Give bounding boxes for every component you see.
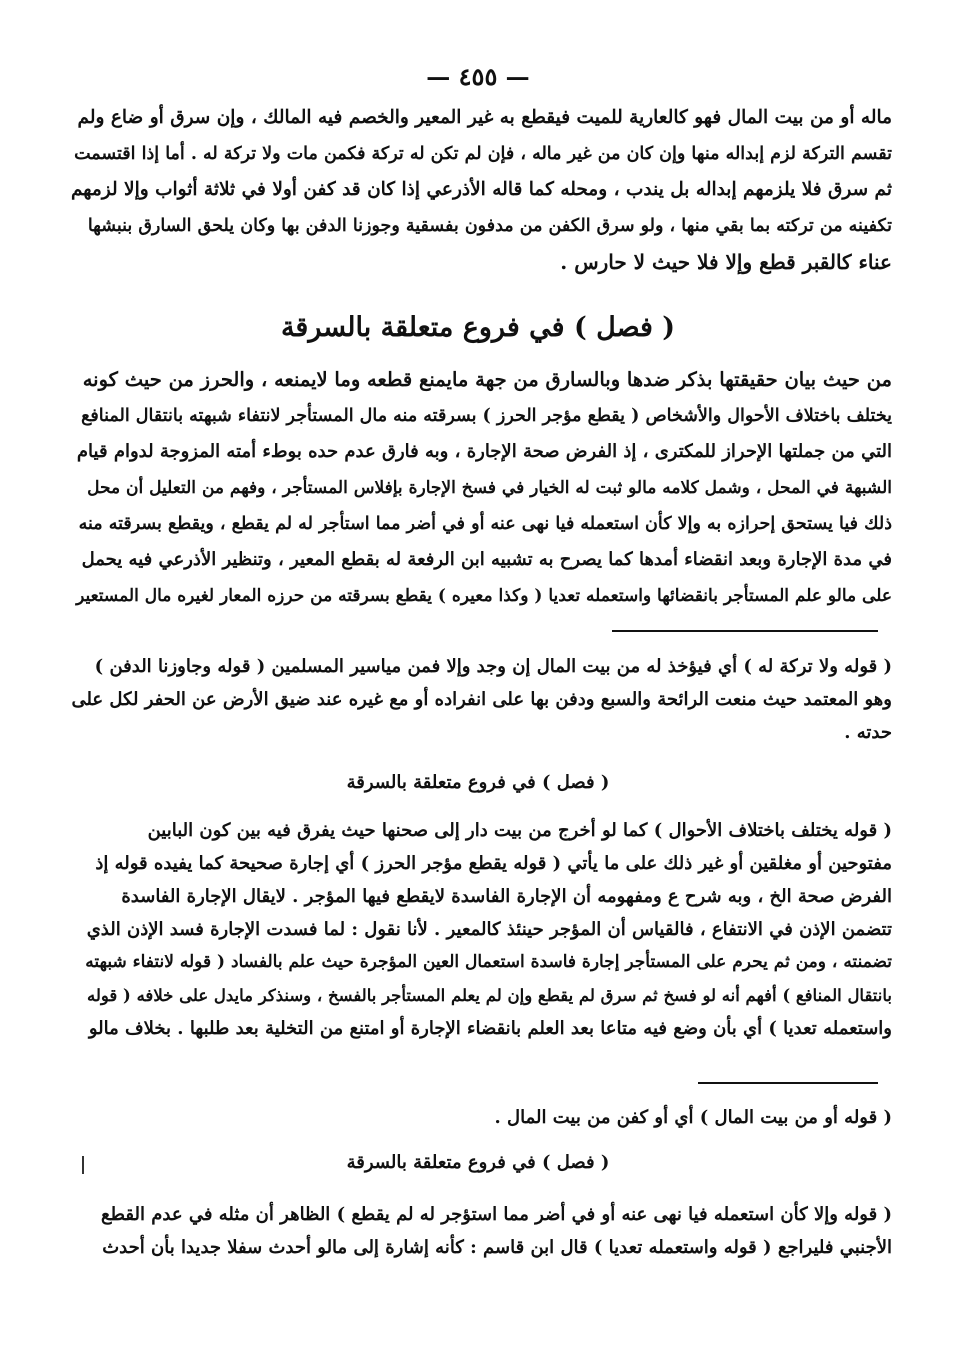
main-paragraph	[70, 362, 892, 614]
text-line: يختلف باختلاف الأحوال والأشخاص ( يقطع مؤجر الحرز ) بسرقته منه مال المستأجر لانتفاء شبهته بانتقال المنافع	[81, 406, 892, 426]
footnote-divider	[612, 630, 878, 632]
text-line: مفتوحين أو مغلقين أو غير ذلك على ما يأتي ( قوله يقطع مؤجر الحرز ) أي إجارة صحيحة كما يفيده قوله إذ	[95, 853, 892, 874]
text-line: الشبهة في المحل ، وشمل كلامه مالو ثبت له الخيار في فسخ الإجارة بإفلاس المستأجر ، وفهم من التعليل أن محل	[87, 478, 892, 498]
top-paragraph	[70, 100, 892, 280]
text-line: في مدة الإجارة وبعد انقضاء أمدها كما يصرح به تشبيه ابن الرفعة له بقطع المعير ، وتنظير الأذرعي فيه يحمل	[81, 549, 892, 570]
text-line: وهو المعتمد حيث منعت الرائحة والسبع ودفن بها على انفراده أو مع غيره عند ضيق الأرض عن الحفر لكل على	[71, 689, 892, 710]
page-number: — ٤٥٥ —	[426, 62, 530, 91]
footnote-divider	[698, 1082, 878, 1084]
text-line: حدته .	[844, 722, 892, 743]
footnote-section-heading: ( فصل ) في فروع متعلقة بالسرقة	[346, 772, 610, 793]
text-line: ( قوله ولا تركة له ) أي فيؤخذ له من بيت المال إن وجد وإلا فمن مياسير المسلمين ( قوله وجاوزنا الدفن )	[94, 656, 892, 677]
footnote-3	[70, 1101, 892, 1134]
text-line: واستعمله تعديا ) أي بأن وضع فيه متاعا بعد العلم بانقضاء الإجارة أو امتنع من التخلية بعد طلبها . بخلاف مالو	[88, 1018, 892, 1039]
footnote-4	[70, 1198, 892, 1264]
text-line: التي من جملتها الإحراز للمكترى ، إذ الفرض صحة الإجارة ، وبه فارق عدم حده بوطء أمته المزوجة لدوام قيام	[76, 441, 892, 462]
text-line: عناء كالقبر قطع وإلا فلا حيث لا حارس .	[560, 250, 892, 274]
footnote-section-heading: ( فصل ) في فروع متعلقة بالسرقة	[346, 1152, 610, 1173]
text-line: بانتقال المنافع ) أفهم أنه لو فسخ ثم سرق لم يقطع وإن لم يعلم المستأجر بالفسخ ، وسنذكر مايدل على خلافه ( قوله	[87, 986, 892, 1005]
text-line: الفرض صحة الخ ، وبه شرح ع ومفهومه أن الإجارة الفاسدة لايقطع فيها المؤجر . لايقال الإجارة الفاسدة	[121, 886, 892, 907]
text-line: على مالو علم المستأجر بانقضائها واستعمله تعديا ( وكذا معيره ) يقطع بسرقته من حرزه المعار لغيره مال المستعير	[76, 586, 892, 606]
text-line: ( قوله وإلا كأن استعمله فيا نهى عنه أو في أضر مما استؤجر له لم يقطع ) الظاهر أن مثله في عدم القطع	[101, 1204, 892, 1225]
text-line: ( قوله يختلف باختلاف الأحوال ) كما لو أخرج من بيت دار إلى صحنها حيث يفرق فيه بين كون البابين	[147, 820, 892, 841]
text-line: تقسم التركة لزم إبداله منها وإن كان من غير ماله ، فإن لم تكن له تركة فكمن مات ولا تركة له . أما إذا اقتسمت	[74, 144, 892, 164]
text-line: ماله أو من بيت المال فهو كالعارية للميت فيقطع به غير المعير والخصم فيه المالك ، وإن سرق أو ضاع ولم	[77, 107, 892, 128]
text-line: تتضمن الإذن في الانتفاع ، فالقياس أن المؤجر حينئذ كالمعير . لأنا نقول : لما فسدت الإجارة فسد الإذن الذي	[86, 919, 892, 940]
text-line: ذلك فيا يستحق إحرازه به وإلا كأن استعمله فيا نهى عنه أو في أضر مما استأجر له لم يقطع ، ويقطع بسرقته منه	[78, 514, 892, 534]
text-line: من حيث بيان حقيقتها بذكر ضدها وبالسارق من جهة مايمنع قطعه وما لايمنعه ، والحرز من حيث كونه	[82, 368, 892, 391]
section-heading: ( فصل ) في فروع متعلقة بالسرقة	[280, 312, 676, 343]
text-line: ثم سرق فلا يلزمهم إبداله بل يندب ، ومحله كما قاله الأذرعي إذا كان قد كفن أولا في ثلاثة أثواب وإلا لزمهم	[70, 179, 892, 200]
footnote-2	[70, 814, 892, 1045]
text-line: ( قوله أو من بيت المال ) أي أو كفن من بيت المال .	[494, 1107, 892, 1128]
text-line: تكفينه من تركته بما بقي منها ، ولو سرق الكفن من مدفون بفسقية وجوزنا الدفن بها وكان يلحق السارق بنبشها	[87, 216, 892, 236]
footnote-1	[70, 650, 892, 749]
text-line: تضمنته ، ومن ثم يحرم على المستأجر إجارة فاسدة استعمال العين المؤجرة حيث علم بالفساد ( قوله لانتفاء شبهته	[85, 952, 892, 972]
text-line: الأجنبي فليراجع ( قوله واستعمله تعديا ) قال ابن قاسم : كأنه إشارة إلى مالو أحدث سفلا جديدا بأن أحدث	[102, 1237, 892, 1258]
